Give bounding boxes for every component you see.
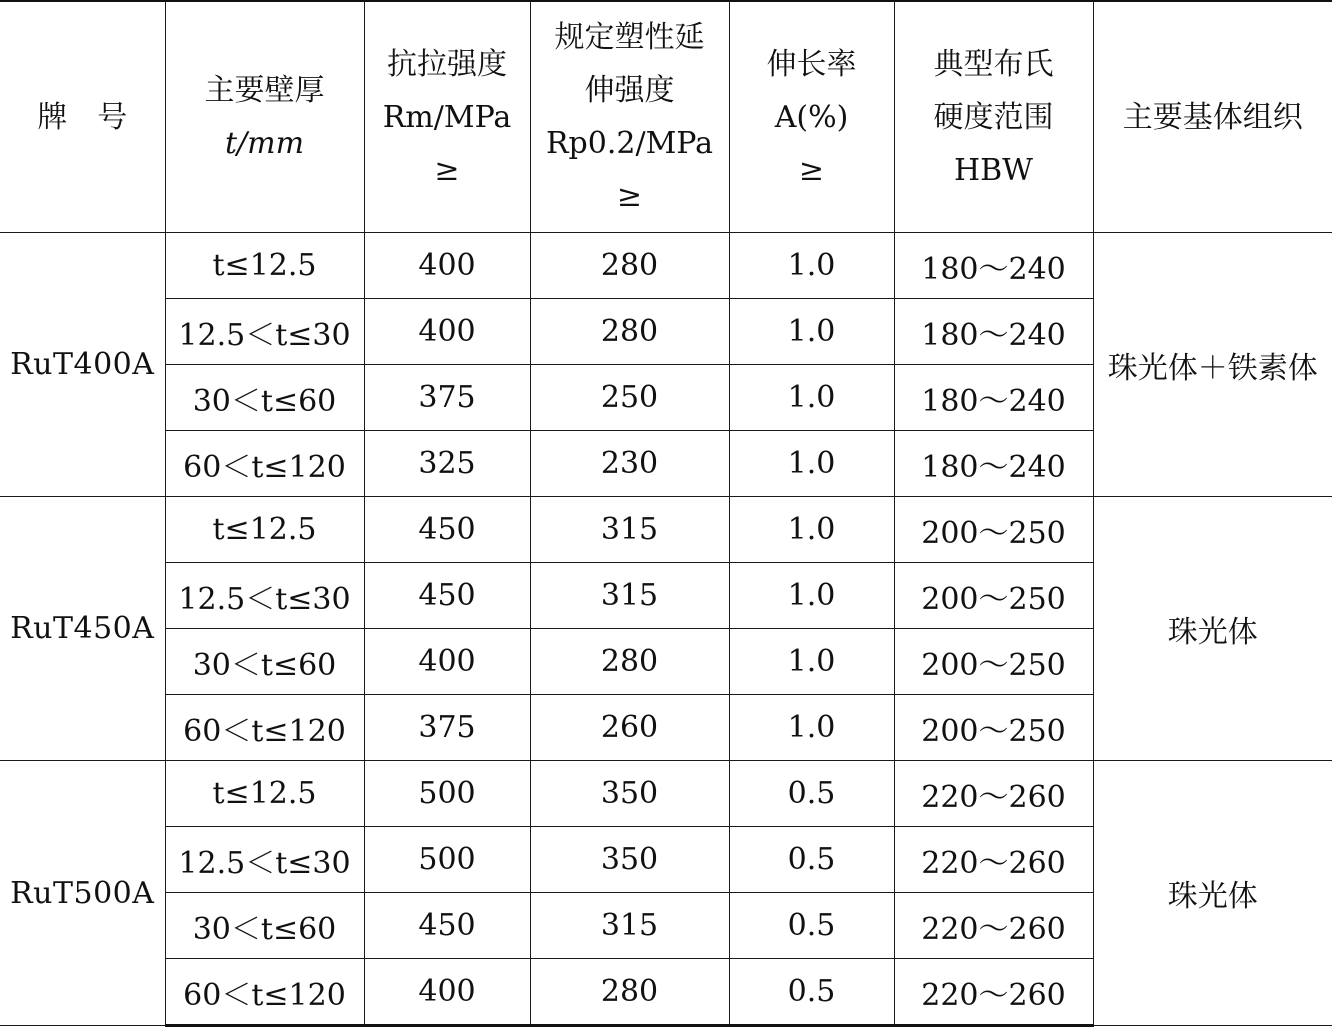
elongation-cell: 1.0 — [729, 695, 894, 761]
header-yield: 规定塑性延 伸强度 Rp0.2/MPa ≥ — [530, 1, 729, 233]
thickness-cell: 30＜t≤60 — [165, 893, 364, 959]
elongation-cell: 0.5 — [729, 959, 894, 1026]
elongation-cell: 1.0 — [729, 299, 894, 365]
hardness-cell: 200～250 — [894, 497, 1093, 563]
yield-cell: 350 — [530, 761, 729, 827]
yield-cell: 250 — [530, 365, 729, 431]
thickness-cell: 60＜t≤120 — [165, 431, 364, 497]
matrix-cell: 珠光体 — [1093, 761, 1332, 1026]
yield-cell: 280 — [530, 959, 729, 1026]
elongation-cell: 1.0 — [729, 563, 894, 629]
hardness-cell: 180～240 — [894, 233, 1093, 299]
elongation-cell: 0.5 — [729, 761, 894, 827]
thickness-cell: t≤12.5 — [165, 761, 364, 827]
yield-cell: 260 — [530, 695, 729, 761]
header-elongation: 伸长率 A(%) ≥ — [729, 1, 894, 233]
hardness-cell: 200～250 — [894, 695, 1093, 761]
header-row — [0, 1, 1332, 233]
tensile-cell: 500 — [364, 827, 530, 893]
hardness-cell: 220～260 — [894, 893, 1093, 959]
grade-cell: RuT500A — [0, 761, 165, 1026]
yield-cell: 230 — [530, 431, 729, 497]
elongation-cell: 1.0 — [729, 497, 894, 563]
yield-cell: 315 — [530, 497, 729, 563]
thickness-cell: t≤12.5 — [165, 497, 364, 563]
hardness-cell: 200～250 — [894, 563, 1093, 629]
header-matrix: 主要基体组织 — [1093, 1, 1332, 233]
thickness-cell: t≤12.5 — [165, 233, 364, 299]
yield-cell: 315 — [530, 893, 729, 959]
tensile-cell: 325 — [364, 431, 530, 497]
tensile-cell: 400 — [364, 959, 530, 1026]
tensile-cell: 400 — [364, 299, 530, 365]
thickness-cell: 12.5＜t≤30 — [165, 563, 364, 629]
header-grade: 牌 号 — [0, 1, 165, 233]
tensile-cell: 500 — [364, 761, 530, 827]
grade-cell: RuT400A — [0, 233, 165, 497]
hardness-cell: 220～260 — [894, 827, 1093, 893]
matrix-cell: 珠光体＋铁素体 — [1093, 233, 1332, 497]
hardness-cell: 220～260 — [894, 959, 1093, 1026]
hardness-cell: 220～260 — [894, 761, 1093, 827]
yield-cell: 280 — [530, 299, 729, 365]
elongation-cell: 1.0 — [729, 629, 894, 695]
thickness-cell: 12.5＜t≤30 — [165, 827, 364, 893]
tensile-cell: 400 — [364, 629, 530, 695]
elongation-cell: 0.5 — [729, 827, 894, 893]
hardness-cell: 180～240 — [894, 299, 1093, 365]
elongation-cell: 0.5 — [729, 893, 894, 959]
tensile-cell: 375 — [364, 695, 530, 761]
table-row — [0, 761, 1332, 827]
hardness-cell: 180～240 — [894, 431, 1093, 497]
tensile-cell: 450 — [364, 563, 530, 629]
yield-cell: 350 — [530, 827, 729, 893]
tensile-cell: 450 — [364, 497, 530, 563]
elongation-cell: 1.0 — [729, 233, 894, 299]
tensile-cell: 450 — [364, 893, 530, 959]
hardness-cell: 180～240 — [894, 365, 1093, 431]
matrix-cell: 珠光体 — [1093, 497, 1332, 761]
thickness-cell: 60＜t≤120 — [165, 959, 364, 1026]
elongation-cell: 1.0 — [729, 431, 894, 497]
table-row — [0, 497, 1332, 563]
thickness-cell: 60＜t≤120 — [165, 695, 364, 761]
yield-cell: 315 — [530, 563, 729, 629]
header-thickness: 主要壁厚 t/mm — [165, 1, 364, 233]
hardness-cell: 200～250 — [894, 629, 1093, 695]
yield-cell: 280 — [530, 629, 729, 695]
thickness-cell: 30＜t≤60 — [165, 629, 364, 695]
grade-cell: RuT450A — [0, 497, 165, 761]
elongation-cell: 1.0 — [729, 365, 894, 431]
header-hardness: 典型布氏 硬度范围 HBW — [894, 1, 1093, 233]
thickness-cell: 30＜t≤60 — [165, 365, 364, 431]
tensile-cell: 400 — [364, 233, 530, 299]
table-row — [0, 233, 1332, 299]
yield-cell: 280 — [530, 233, 729, 299]
thickness-cell: 12.5＜t≤30 — [165, 299, 364, 365]
tensile-cell: 375 — [364, 365, 530, 431]
header-tensile: 抗拉强度 Rm/MPa ≥ — [364, 1, 530, 233]
